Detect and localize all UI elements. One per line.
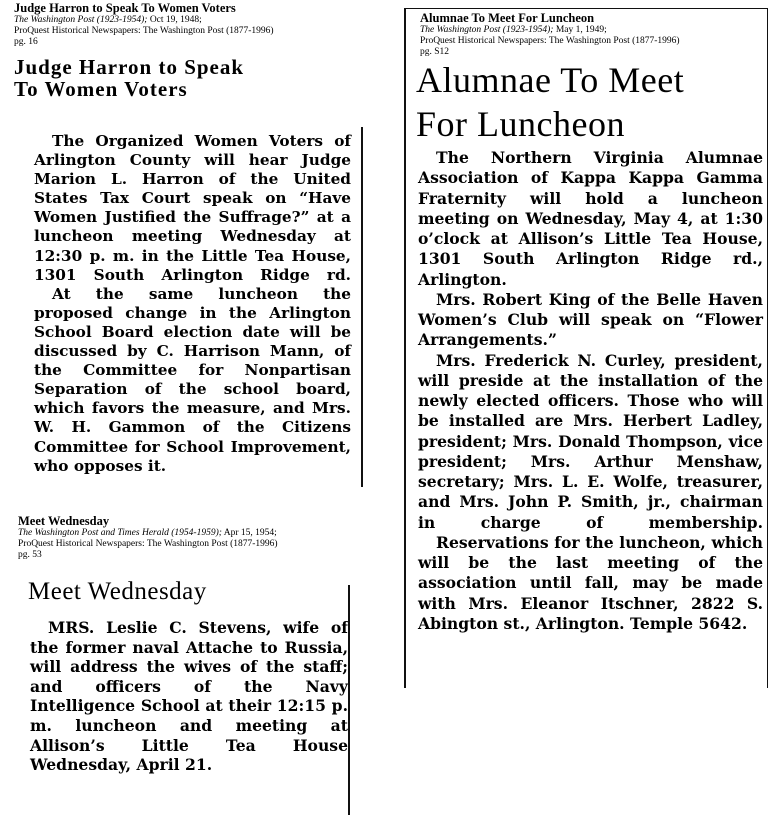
- article-headline: Meet Wednesday: [28, 578, 207, 605]
- article-headline-line-2: For Luncheon: [416, 104, 625, 144]
- clipping-wednesday: [14, 512, 374, 822]
- column-rule: [348, 585, 350, 815]
- source-name: The Washington Post (1923-1954);: [420, 25, 554, 35]
- page-line: pg. S12: [420, 47, 450, 57]
- article-headline-line-1: Alumnae To Meet: [416, 60, 685, 100]
- source-line: [14, 15, 202, 26]
- source-line: [18, 528, 277, 539]
- article-body: [418, 148, 763, 634]
- index-title: Meet Wednesday: [18, 514, 110, 528]
- paragraph: MRS. Leslie C. Stevens, wife of the former naval Attache to Russia, will address the wives of the staff; and officers of the Navy Intelligence School at their 12:15 p. m. luncheon and meeting at Allison’s Little Tea House Wednesday, April 21.: [30, 618, 348, 775]
- paragraph: The Organized Women Voters of Arlington County will hear Judge Marion L. Harron of the United States Tax Court speak on “Have Women Justified the Suffrage?” at a luncheon meeting Wednesday at 12:30 p. m. in the Little Tea House, 1301 South Arlington Ridge rd.: [34, 132, 351, 284]
- database-line: ProQuest Historical Newspapers: The Washington Post (1877-1996): [18, 539, 278, 549]
- index-title: Judge Harron to Speak To Women Voters: [14, 1, 236, 15]
- article-body: [34, 132, 351, 476]
- paragraph: Mrs. Frederick N. Curley, president, will preside at the installation of the newly elected officers. Those who will be installed are Mrs. Herbert Ladley, president; Mrs. Donald Thompson, vice president; Mrs. Arthur Menshaw, secretary; Mrs. L. E. Wolfe, treasurer, and Mrs. John P. Smith, jr., chairman in charge of membership.: [418, 350, 763, 532]
- paragraph: At the same luncheon the proposed change in the Arlington School Board election date will be discussed by C. Harrison Mann, of the Committee for Nonpartisan Separation of the school board, which favors the measure, and Mrs. W. H. Gammon of the Citizens Committee for School Improvement, who opposes it.: [34, 284, 351, 475]
- source-name: The Washington Post (1923-1954);: [14, 15, 148, 25]
- clipping-border-left: [404, 8, 406, 688]
- page-line: pg. 16: [14, 37, 38, 47]
- article-headline-line-1: Judge Harron to Speak: [14, 55, 245, 79]
- source-line: [420, 25, 607, 36]
- page-line: pg. 53: [18, 550, 42, 560]
- source-date: Apr 15, 1954;: [223, 528, 277, 538]
- clipping-alumnae: [418, 8, 768, 688]
- paragraph: Mrs. Robert King of the Belle Haven Women’s Club will speak on “Flower Arrangements.”: [418, 289, 763, 350]
- database-line: ProQuest Historical Newspapers: The Washington Post (1877-1996): [14, 26, 274, 36]
- paragraph: Reservations for the luncheon, which will be the last meeting of the association until fall, may be made with Mrs. Eleanor Itschner, 2822 S. Abington st., Arlington. Temple 5642.: [418, 532, 763, 633]
- article-headline-line-2: To Women Voters: [14, 77, 188, 101]
- index-title: Alumnae To Meet For Luncheon: [420, 11, 595, 25]
- clipping-harron: [14, 0, 374, 500]
- source-name: The Washington Post and Times Herald (1954-1959);: [18, 528, 222, 538]
- source-date: Oct 19, 1948;: [149, 15, 202, 25]
- source-date: May 1, 1949;: [555, 25, 607, 35]
- database-line: ProQuest Historical Newspapers: The Washington Post (1877-1996): [420, 36, 680, 46]
- article-body: [30, 618, 348, 775]
- column-rule: [361, 127, 363, 487]
- paragraph: The Northern Virginia Alumnae Association of Kappa Kappa Gamma Fraternity will hold a luncheon meeting on Wednesday, May 4, at 1:30 o’clock at Allison’s Little Tea House, 1301 South Arlington Ridge rd., Arlington.: [418, 148, 763, 289]
